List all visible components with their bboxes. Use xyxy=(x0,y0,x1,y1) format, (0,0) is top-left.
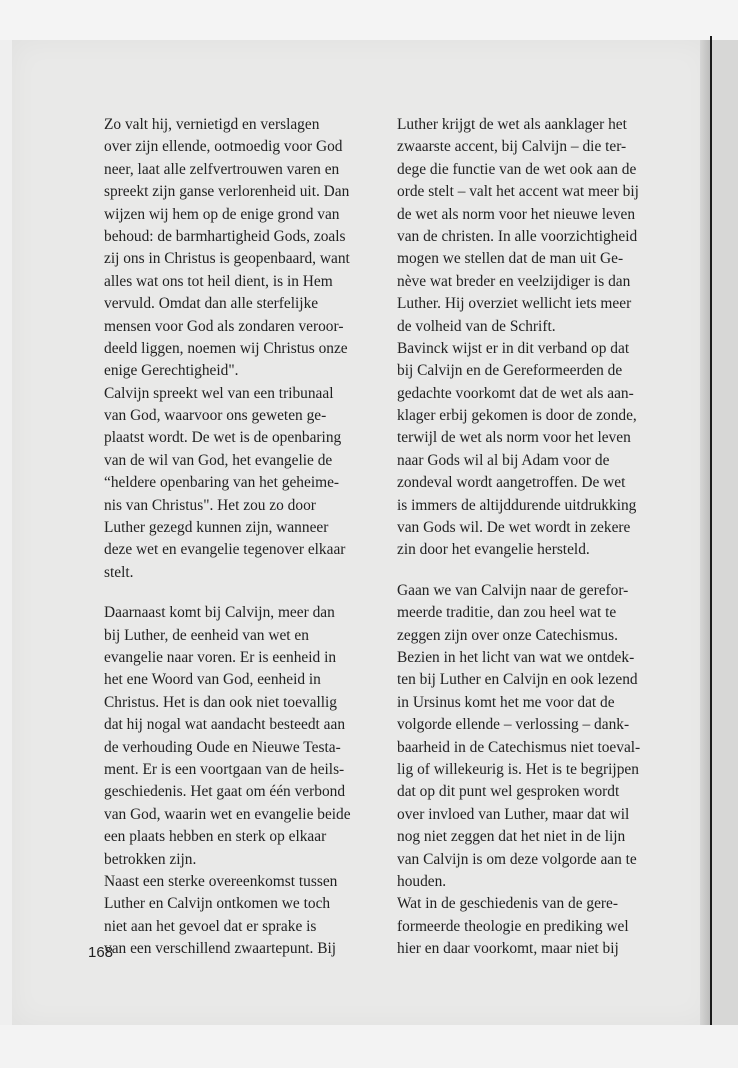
left-text-column xyxy=(104,114,380,960)
text-line: formeerde theologie en prediking wel xyxy=(397,917,629,935)
text-line: volgorde ellende – verlossing – dank- xyxy=(397,716,630,734)
text-line: niet aan het gevoel dat er sprake is xyxy=(104,917,317,935)
text-line: nis van Christus". Het zou zo door xyxy=(104,496,316,514)
text-line: van Gods wil. De wet wordt in zekere xyxy=(397,519,631,537)
text-line: ment. Er is een voortgaan van de heils- xyxy=(104,760,345,778)
text-line: een plaats hebben en sterk op elkaar xyxy=(104,828,327,846)
text-line: deze wet en evangelie tegenover elkaar xyxy=(104,541,346,559)
facing-page-edge xyxy=(712,40,738,1025)
text-line: Luther gezegd kunnen zijn, wanneer xyxy=(104,519,329,537)
text-line: Daarnaast komt bij Calvijn, meer dan xyxy=(104,604,335,622)
text-line: Luther. Hij overziet wellicht iets meer xyxy=(397,295,632,313)
text-line: betrokken zijn. xyxy=(104,850,197,868)
paragraph-gap xyxy=(104,584,380,602)
text-line: is immers de altijddurende uitdrukking xyxy=(397,496,637,514)
text-line: in Ursinus komt het me voor dat de xyxy=(397,693,615,711)
text-line: bij Calvijn en de Gereformeerden de xyxy=(397,362,623,380)
text-line: gedachte voorkomt dat de wet als aan- xyxy=(397,384,634,402)
scan-background-bottom xyxy=(0,1025,738,1068)
text-line: de wet als norm voor het nieuwe leven xyxy=(397,205,636,223)
text-line: Christus. Het is dan ook niet toevallig xyxy=(104,693,337,711)
text-line: orde stelt – valt het accent wat meer bij xyxy=(397,183,639,201)
text-line: over zijn ellende, ootmoedig voor God xyxy=(104,138,343,156)
text-line: de volheid van de Schrift. xyxy=(397,317,556,335)
text-line: van Calvijn is om deze volgorde aan te xyxy=(397,850,637,868)
text-line: zeggen zijn over onze Catechismus. xyxy=(397,626,618,644)
text-line: mogen we stellen dat de man uit Ge- xyxy=(397,250,624,268)
text-line: Naast een sterke overeenkomst tussen xyxy=(104,872,338,890)
text-line: dat op dit punt wel gesproken wordt xyxy=(397,783,620,801)
text-line: vervuld. Omdat dan alle sterfelijke xyxy=(104,295,319,313)
text-line: nève wat breder en veelzijdiger is dan xyxy=(397,272,631,290)
text-line: geschiedenis. Het gaat om één verbond xyxy=(104,783,346,801)
text-line: lig of willekeurig is. Het is te begrijpen xyxy=(397,760,639,778)
text-line: neer, laat alle zelfvertrouwen varen en xyxy=(104,160,340,178)
text-line: wijzen wij hem op de enige grond van xyxy=(104,205,340,223)
text-line: van de wil van God, het evangelie de xyxy=(104,451,333,469)
text-line: meerde traditie, dan zou heel wat te xyxy=(397,604,617,622)
text-line: zin door het evangelie hersteld. xyxy=(397,541,590,559)
text-line: het ene Woord van God, eenheid in xyxy=(104,671,321,689)
text-line: plaatst wordt. De wet is de openbaring xyxy=(104,429,342,447)
text-line: Wat in de geschiedenis van de gere- xyxy=(397,895,618,913)
gutter-shadow xyxy=(700,40,710,1025)
text-line: Bavinck wijst er in dit verband op dat xyxy=(397,339,630,357)
text-line: over invloed van Luther, maar dat wil xyxy=(397,805,630,823)
text-line: deeld liggen, noemen wij Christus onze xyxy=(104,339,348,357)
text-line: behoud: de barmhartigheid Gods, zoals xyxy=(104,227,346,245)
text-line: mensen voor God als zondaren veroor- xyxy=(104,317,344,335)
right-text-column xyxy=(397,114,673,960)
text-line: hier en daar voorkomt, maar niet bij xyxy=(397,940,619,958)
text-line: van God, waarvoor ons geweten ge- xyxy=(104,407,327,425)
text-line: ten bij Luther en Calvijn en ook lezend xyxy=(397,671,638,689)
page-number: 168 xyxy=(88,944,114,961)
text-line: Calvijn spreekt wel van een tribunaal xyxy=(104,384,334,402)
text-line: van de christen. In alle voorzichtigheid xyxy=(397,227,638,245)
text-line: Bezien in het licht van wat we ontdek- xyxy=(397,648,635,666)
text-line: klager erbij gekomen is door de zonde, xyxy=(397,407,637,425)
text-line: dat hij nogal wat aandacht besteedt aan xyxy=(104,716,346,734)
text-line: Gaan we van Calvijn naar de gerefor- xyxy=(397,581,629,599)
text-line: enige Gerechtigheid". xyxy=(104,362,239,380)
text-line: zwaarste accent, bij Calvijn – die ter- xyxy=(397,138,627,156)
text-line: baarheid in de Catechismus niet toeval- xyxy=(397,738,641,756)
text-line: zij ons in Christus is geopenbaard, want xyxy=(104,250,350,268)
text-line: bij Luther, de eenheid van wet en xyxy=(104,626,309,644)
text-line: terwijl de wet als norm voor het leven xyxy=(397,429,631,447)
text-line: van God, waarin wet en evangelie beide xyxy=(104,805,351,823)
text-line: naar Gods wil al bij Adam voor de xyxy=(397,451,610,469)
text-line: nog niet zeggen dat het niet in de lijn xyxy=(397,828,626,846)
text-line: spreekt zijn ganse verlorenheid uit. Dan xyxy=(104,183,350,201)
text-line: stelt. xyxy=(104,563,134,581)
text-line: houden. xyxy=(397,872,447,890)
scan-background-top xyxy=(0,0,738,40)
text-line: Zo valt hij, vernietigd en verslagen xyxy=(104,116,320,133)
text-line: de verhouding Oude en Nieuwe Testa- xyxy=(104,738,341,756)
text-line: alles wat ons tot heil dient, is in Hem xyxy=(104,272,333,290)
paragraph-gap xyxy=(397,562,673,580)
text-line: van een verschillend zwaartepunt. Bij xyxy=(104,940,337,958)
text-line: dege die functie van de wet ook aan de xyxy=(397,160,637,178)
text-line: “heldere openbaring van het geheime- xyxy=(104,474,340,492)
text-line: zondeval wordt aangetroffen. De wet xyxy=(397,474,626,492)
text-line: Luther krijgt de wet als aanklager het xyxy=(397,116,627,133)
text-line: evangelie naar voren. Er is eenheid in xyxy=(104,648,337,666)
text-line: Luther en Calvijn ontkomen we toch xyxy=(104,895,331,913)
